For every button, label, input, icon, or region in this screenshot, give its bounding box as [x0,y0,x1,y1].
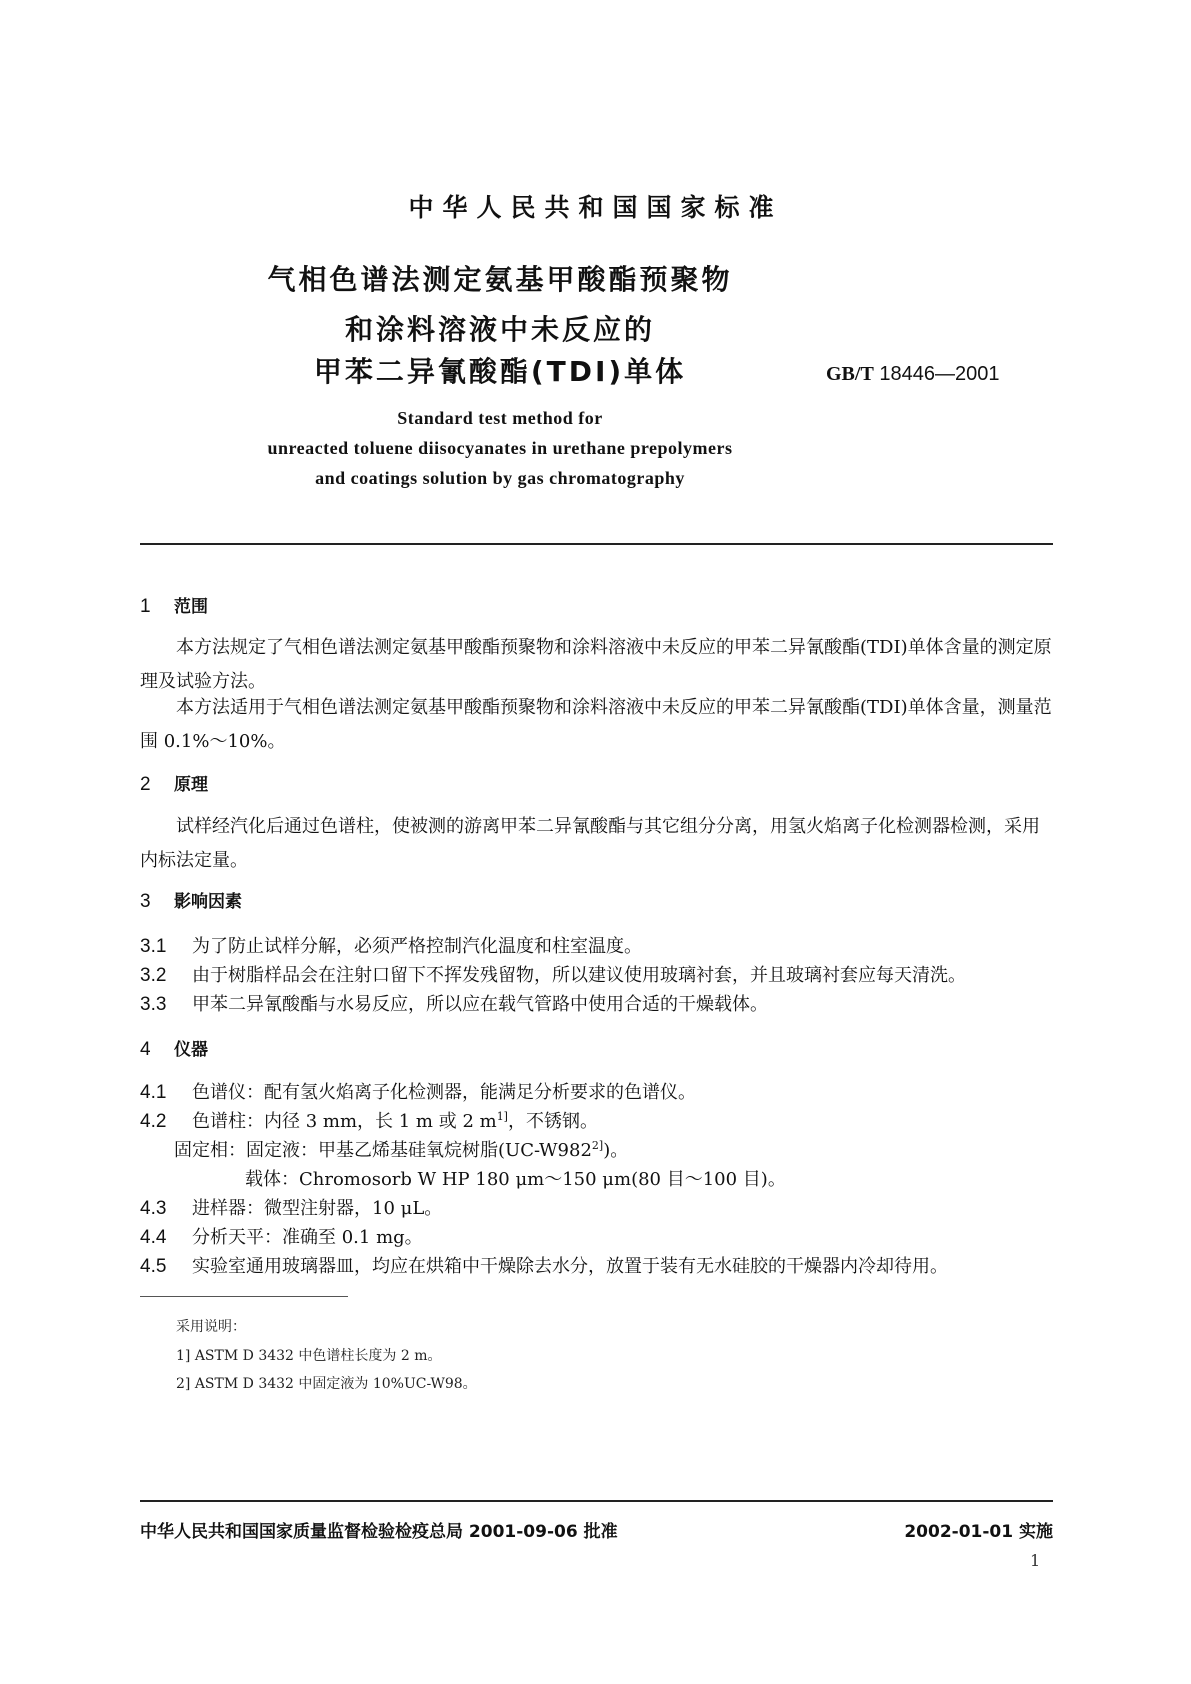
para-text: 本方法规定了气相色谱法测定氨基甲酸酯预聚物和涂料溶液中未反应的甲苯二异氰酸酯(TDI)单体含量的测定原理及试验方法。 [140,637,1052,692]
footer-divider [140,1500,1053,1502]
item-text: 分析天平：准确至 0.1 mg。 [192,1227,423,1248]
item-text-tail: ，不锈钢。 [507,1111,598,1132]
item-text: 甲苯二异氰酸酯与水易反应，所以应在载气管路中使用合适的干燥载体。 [192,994,768,1015]
section-number: 2 [140,774,151,795]
section-4-item-2 [140,1107,598,1133]
section-4-heading [140,1035,208,1061]
standard-code: 18446—2001 [879,363,1000,385]
item-text: 由于树脂样品会在注射口留下不挥发残留物，所以建议使用玻璃衬套，并且玻璃衬套应每天清洗。 [192,965,966,986]
page-number: 1 [1030,1551,1041,1570]
item-number: 4.4 [140,1227,167,1248]
section-3-item-3 [140,990,768,1016]
item-text: 色谱柱：内径 3 mm，长 1 m 或 2 m [192,1111,497,1132]
section-number: 4 [140,1039,151,1060]
section-1-heading [140,592,208,618]
item-number: 3.2 [140,965,167,986]
implementation-date: 2002-01-01 实施 [904,1522,1053,1542]
section-2-para-1 [140,810,1052,878]
section-4-item-4 [140,1223,423,1249]
para-text: 试样经汽化后通过色谱柱，使被测的游离甲苯二异氰酸酯与其它组分分离，用氢火焰离子化检测器检测，采用内标法定量。 [140,816,1040,871]
section-title: 仪器 [174,1040,208,1060]
section-3-heading [140,887,242,913]
section-number: 1 [140,596,151,617]
section-4-item-2-stationary-phase [174,1136,628,1162]
section-title: 范围 [174,597,208,617]
section-4-item-5 [140,1252,948,1278]
title-en-line-3: and coatings solution by gas chromatography [315,468,685,488]
item-number: 4.2 [140,1111,167,1132]
item-number: 3.3 [140,994,167,1015]
item-number: 4.1 [140,1082,167,1103]
item-text: 色谱仪：配有氢火焰离子化检测器，能满足分析要求的色谱仪。 [192,1082,696,1103]
item-text: 实验室通用玻璃器皿，均应在烘箱中干燥除去水分，放置于装有无水硅胶的干燥器内冷却待用。 [192,1256,948,1277]
note-2: 2] ASTM D 3432 中固定液为 10%UC-W98。 [176,1376,477,1392]
item-text: 载体：Chromosorb W HP 180 μm～150 μm(80 目～100 目)。 [245,1169,786,1190]
notes-title: 采用说明： [176,1319,246,1335]
item-text: 进样器：微型注射器，10 μL。 [192,1198,443,1219]
title-cn-line-1: 气相色谱法测定氨基甲酸酯预聚物 [267,263,733,296]
item-text: 为了防止试样分解，必须严格控制汽化温度和柱室温度。 [192,936,642,957]
title-en-line-2: unreacted toluene diisocyanates in urethane prepolymers [267,438,733,458]
title-en-line-1: Standard test method for [397,408,603,428]
note-1: 1] ASTM D 3432 中色谱柱长度为 2 m。 [176,1348,442,1364]
section-3-item-2 [140,961,966,987]
item-number: 4.5 [140,1256,167,1277]
title-cn-line-2: 和涂料溶液中未反应的 [344,313,655,346]
section-4-item-3 [140,1194,442,1220]
item-text: 固定相：固定液：甲基乙烯基硅氧烷树脂(UC-W982 [174,1140,592,1161]
item-number: 3.1 [140,936,167,957]
standard-number [826,363,999,386]
section-4-item-2-support [245,1165,786,1191]
standard-prefix: GB/T [826,363,874,385]
header-divider [140,543,1053,545]
notes-divider [140,1296,348,1297]
footnote-ref-2: 2] [591,1139,604,1152]
para-text: 本方法适用于气相色谱法测定氨基甲酸酯预聚物和涂料溶液中未反应的甲苯二异氰酸酯(TDI)单体含量，测量范围 0.1%～10%。 [140,697,1052,752]
footnote-ref-1: 1] [496,1110,508,1123]
national-standard-header: 中华人民共和国国家标准 [408,193,783,222]
title-cn-line-3: 甲苯二异氰酸酯(TDI)单体 [313,355,687,388]
section-4-item-1 [140,1078,696,1104]
approval-statement: 中华人民共和国国家质量监督检验检疫总局 2001-09-06 批准 [140,1522,618,1542]
item-text-tail: )。 [603,1140,629,1161]
section-title: 原理 [174,775,208,795]
section-3-item-1 [140,932,642,958]
section-2-heading [140,770,208,796]
item-number: 4.3 [140,1198,167,1219]
section-title: 影响因素 [174,892,242,912]
section-1-para-1 [140,631,1052,699]
section-number: 3 [140,891,151,912]
section-1-para-2 [140,691,1052,759]
